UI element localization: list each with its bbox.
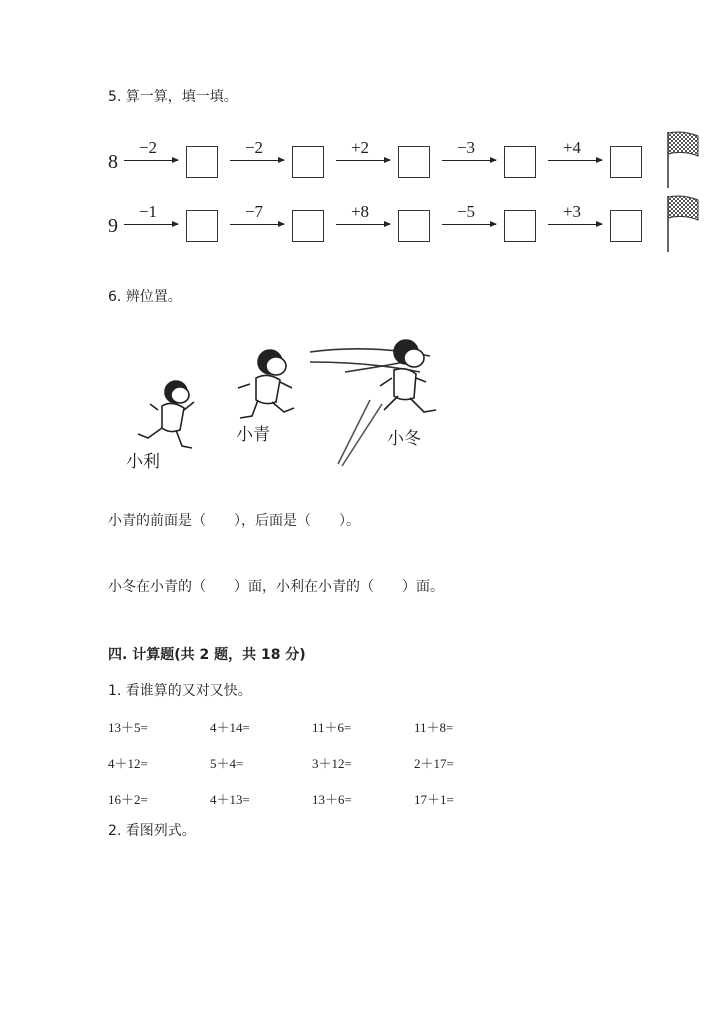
calc-chain-row-2 (104, 202, 704, 252)
chain-operation: −7 (244, 202, 264, 221)
calc-q2-title: 2. 看图列式。 (108, 823, 196, 839)
chain-operation: −3 (456, 138, 476, 157)
calc-item: 11＋6= (312, 720, 352, 735)
running-child-left (138, 381, 194, 448)
answer-box[interactable] (292, 146, 324, 178)
answer-box[interactable] (398, 146, 430, 178)
arrow-icon (230, 160, 284, 161)
arrow-icon (548, 224, 602, 225)
q6-sentence-1: 小青的前面是（ ），后面是（ ）。 (108, 513, 360, 529)
label-xiaodong: 小冬 (387, 429, 421, 449)
answer-box[interactable] (292, 210, 324, 242)
calc-item: 4＋13= (210, 792, 250, 807)
answer-box[interactable] (186, 210, 218, 242)
arrow-icon (124, 160, 178, 161)
arrow-icon (336, 160, 390, 161)
chain-operation: +3 (562, 202, 582, 221)
chain-operation: +8 (350, 202, 370, 221)
label-xiaoqing: 小青 (236, 425, 270, 445)
calc-item: 4＋12= (108, 756, 148, 771)
calc-item: 17＋1= (414, 792, 454, 807)
answer-box[interactable] (504, 146, 536, 178)
finish-flag-icon (665, 194, 705, 254)
arrow-icon (442, 160, 496, 161)
answer-box[interactable] (186, 146, 218, 178)
q5-title: 5. 算一算，填一填。 (108, 89, 238, 105)
calc-chain-row-1 (104, 138, 704, 188)
chain-start-number: 9 (108, 215, 118, 237)
calc-item: 3＋12= (312, 756, 352, 771)
running-child-middle (238, 350, 294, 418)
label-xiaoli: 小利 (126, 452, 160, 472)
chain-operation: −1 (138, 202, 158, 221)
chain-operation: +2 (350, 138, 370, 157)
chain-operation: −2 (138, 138, 158, 157)
q6-title: 6. 辨位置。 (108, 289, 182, 305)
running-children-illustration (110, 330, 450, 470)
arrow-icon (230, 224, 284, 225)
calc-item: 4＋14= (210, 720, 250, 735)
section-4-title: 四. 计算题(共 2 题，共 18 分) (108, 647, 306, 663)
answer-box[interactable] (610, 146, 642, 178)
chain-operation: −2 (244, 138, 264, 157)
calc-item: 11＋8= (414, 720, 454, 735)
calc-item: 13＋6= (312, 792, 352, 807)
arrow-icon (442, 224, 496, 225)
q6-sentence-2: 小冬在小青的（ ）面，小利在小青的（ ）面。 (108, 579, 444, 595)
answer-box[interactable] (398, 210, 430, 242)
calc-item: 5＋4= (210, 756, 244, 771)
answer-box[interactable] (610, 210, 642, 242)
arrow-icon (336, 224, 390, 225)
arrow-icon (124, 224, 178, 225)
calc-item: 13＋5= (108, 720, 148, 735)
calc-q1-title: 1. 看谁算的又对又快。 (108, 683, 252, 699)
chain-operation: −5 (456, 202, 476, 221)
chain-start-number: 8 (108, 151, 118, 173)
answer-box[interactable] (504, 210, 536, 242)
chain-operation: +4 (562, 138, 582, 157)
calc-item: 2＋17= (414, 756, 454, 771)
finish-flag-icon (665, 130, 705, 190)
calc-item: 16＋2= (108, 792, 148, 807)
arrow-icon (548, 160, 602, 161)
